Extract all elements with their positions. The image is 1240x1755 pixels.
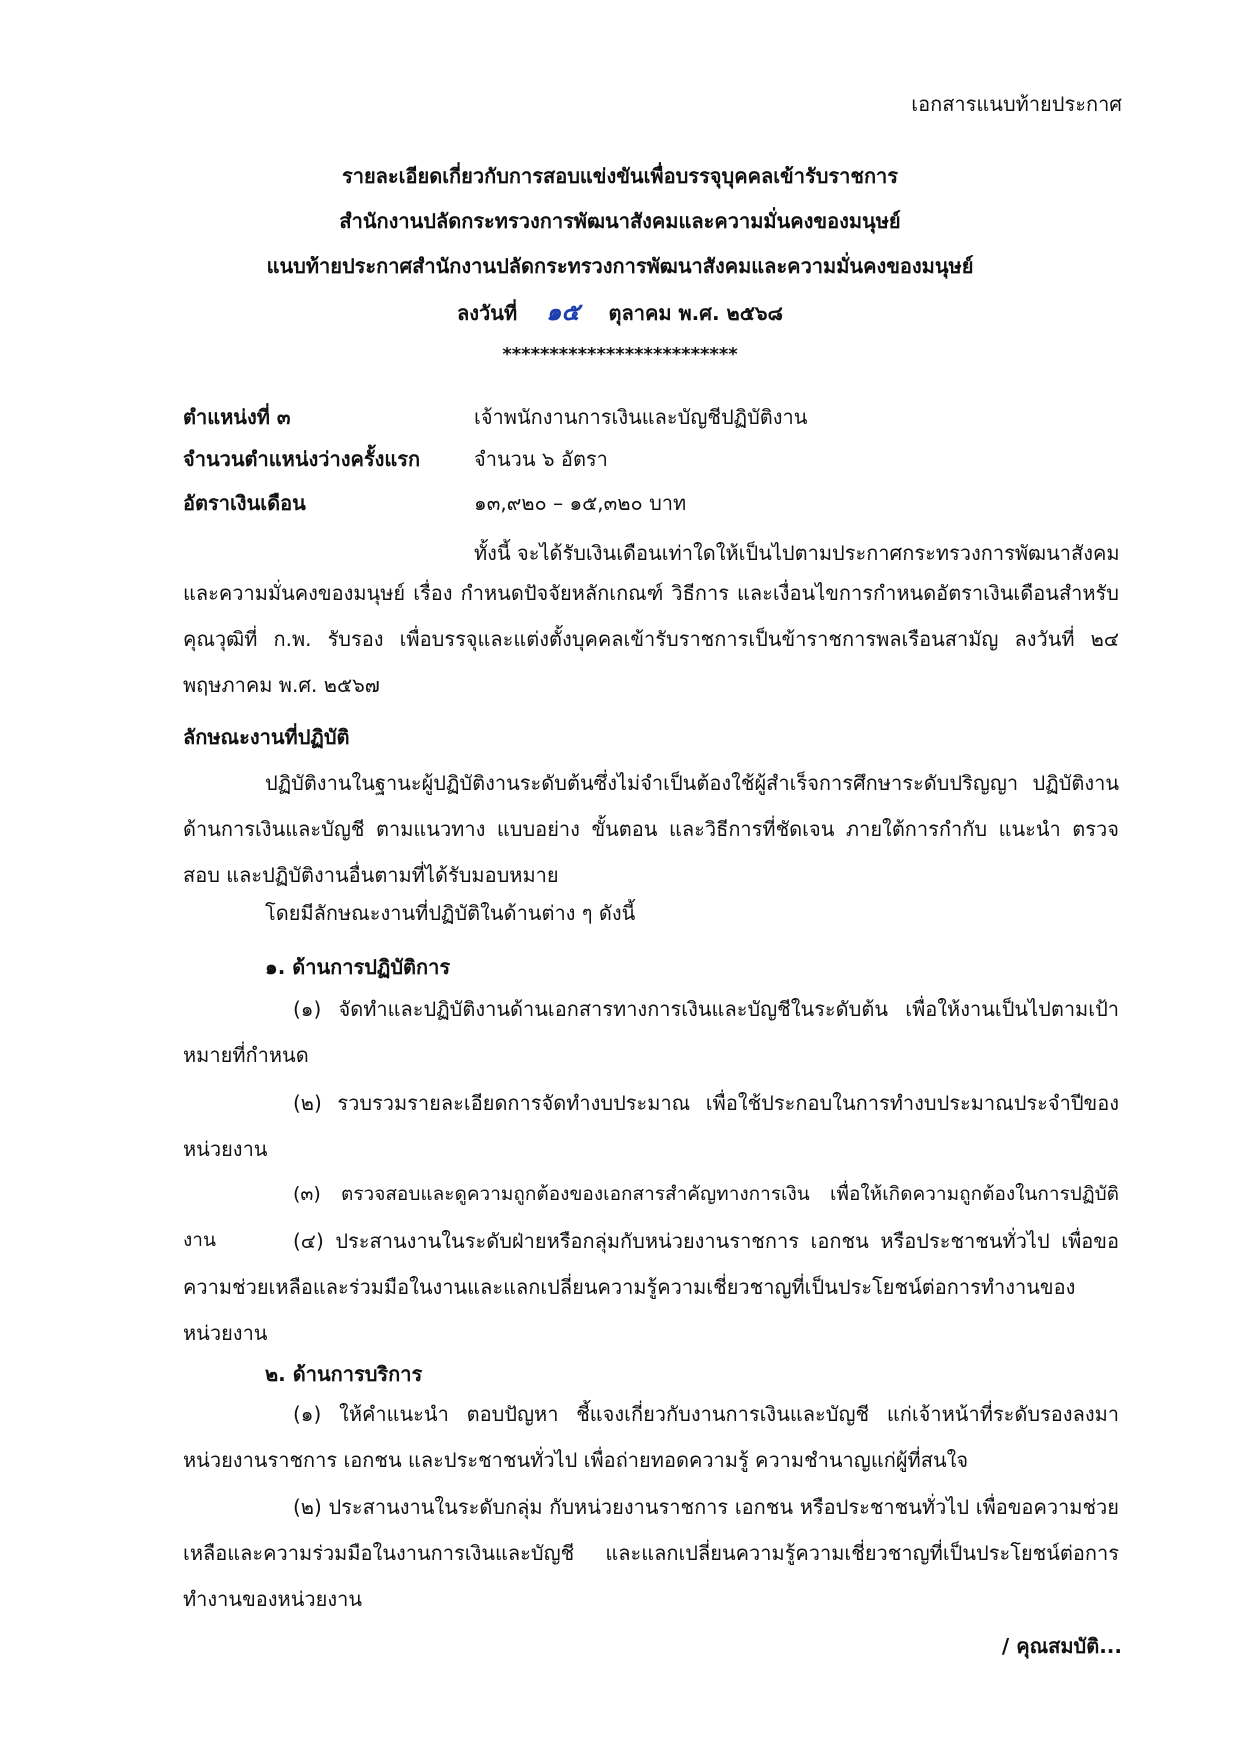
header-line-3: แนบท้ายประกาศสำนักงานปลัดกระทรวงการพัฒนาสังคมและความมั่นคงของมนุษย์ [266, 254, 974, 278]
star-divider: ************************* [502, 344, 738, 365]
field-value-salary: ๑๓,๙๒๐ – ๑๕,๓๒๐ บาท [474, 491, 687, 515]
field-label-position: ตำแหน่งที่ ๓ [183, 405, 291, 429]
job-section-title: ลักษณะงานที่ปฏิบัติ [183, 725, 350, 749]
ops-item-3: (๓) ตรวจสอบและดูความถูกต้องของเอกสารสำคัญทางการเงิน เพื่อให้เกิดความถูกต้องในการปฏิบัติงาน [183, 1183, 1119, 1251]
field-label-vacancies: จำนวนตำแหน่งว่างครั้งแรก [183, 447, 421, 471]
header-date [0, 292, 1240, 331]
continued-marker: / คุณสมบัติ... [1001, 1634, 1122, 1658]
field-value-vacancies: จำนวน ๖ อัตรา [474, 447, 608, 471]
date-prefix: ลงวันที่ [457, 301, 518, 325]
date-rest: ตุลาคม พ.ศ. ๒๕๖๘ [608, 301, 783, 325]
salary-note-rest: และความมั่นคงของมนุษย์ เรื่อง กำหนดปัจจัยหลักเกณฑ์ วิธีการ และเงื่อนไขการกำหนดอัตราเงินเดือนสำหรับคุณวุฒิที่ ก.พ. รับรอง เพื่อบรรจุและแต่งตั้งบุคคลเข้ารับราชการเป็นข้าราชการพลเรือนสามัญ ลงวันที่ ๒๔ พฤษภาคม พ.ศ. ๒๕๖๗ [183, 581, 1119, 697]
ops-item-2: (๒) รวบรวมรายละเอียดการจัดทำงบประมาณ เพื่อใช้ประกอบในการทำงบประมาณประจำปีของหน่วยงาน [183, 1091, 1119, 1161]
salary-note-first: ทั้งนี้ จะได้รับเงินเดือนเท่าใดให้เป็นไปตามประกาศกระทรวงการพัฒนาสังคม [474, 541, 1120, 565]
ops-item-1: (๑) จัดทำและปฏิบัติงานด้านเอกสารทางการเงินและบัญชีในระดับต้น เพื่อให้งานเป็นไปตามเป้าหมายที่กำหนด [183, 997, 1119, 1067]
service-item-2: (๒) ประสานงานในระดับกลุ่ม กับหน่วยงานราชการ เอกชน หรือประชาชนทั่วไป เพื่อขอความช่วยเหลือและความร่วมมือในงานการเงินและบัญชี และแลกเปลี่ยนความรู้ความเชี่ยวชาญที่เป็นประโยชน์ต่อการทำงานของหน่วยงาน [183, 1495, 1119, 1611]
field-label-salary: อัตราเงินเดือน [183, 491, 306, 515]
header-line-1: รายละเอียดเกี่ยวกับการสอบแข่งขันเพื่อบรรจุบุคคลเข้ารับราชการ [341, 164, 899, 188]
ops-item-4: (๔) ประสานงานในระดับฝ่ายหรือกลุ่มกับหน่วยงานราชการ เอกชน หรือประชาชนทั่วไป เพื่อขอความช่วยเหลือและร่วมมือในงานและแลกเปลี่ยนความรู้ความเชี่ยวชาญที่เป็นประโยชน์ต่อการทำงานของหน่วยงาน [183, 1229, 1119, 1345]
service-item-1: (๑) ให้คำแนะนำ ตอบปัญหา ชี้แจงเกี่ยวกับงานการเงินและบัญชี แก่เจ้าหน้าที่ระดับรองลงมา หน่วยงานราชการ เอกชน และประชาชนทั่วไป เพื่อถ่ายทอดความรู้ ความชำนาญแก่ผู้ที่สนใจ [183, 1402, 1119, 1472]
service-title: ๒. ด้านการบริการ [265, 1362, 423, 1386]
ops-title: ๑. ด้านการปฏิบัติการ [265, 955, 451, 979]
attachment-label: เอกสารแนบท้ายประกาศ [911, 92, 1122, 116]
header-line-2: สำนักงานปลัดกระทรวงการพัฒนาสังคมและความมั่นคงของมนุษย์ [339, 209, 901, 233]
job-section-intro: ปฏิบัติงานในฐานะผู้ปฏิบัติงานระดับต้นซึ่งไม่จำเป็นต้องใช้ผู้สำเร็จการศึกษาระดับปริญญา ปฏิบัติงานด้านการเงินและบัญชี ตามแนวทาง แบบอย่าง ขั้นตอน และวิธีการที่ชัดเจน ภายใต้การกำกับ แนะนำ ตรวจสอบ และปฏิบัติงานอื่นตามที่ได้รับมอบหมาย [183, 771, 1119, 887]
field-value-position: เจ้าพนักงานการเงินและบัญชีปฏิบัติงาน [474, 405, 808, 429]
job-section-lead: โดยมีลักษณะงานที่ปฏิบัติในด้านต่าง ๆ ดังนี้ [265, 901, 636, 925]
date-day-handwritten: ๑๕ [546, 298, 580, 326]
